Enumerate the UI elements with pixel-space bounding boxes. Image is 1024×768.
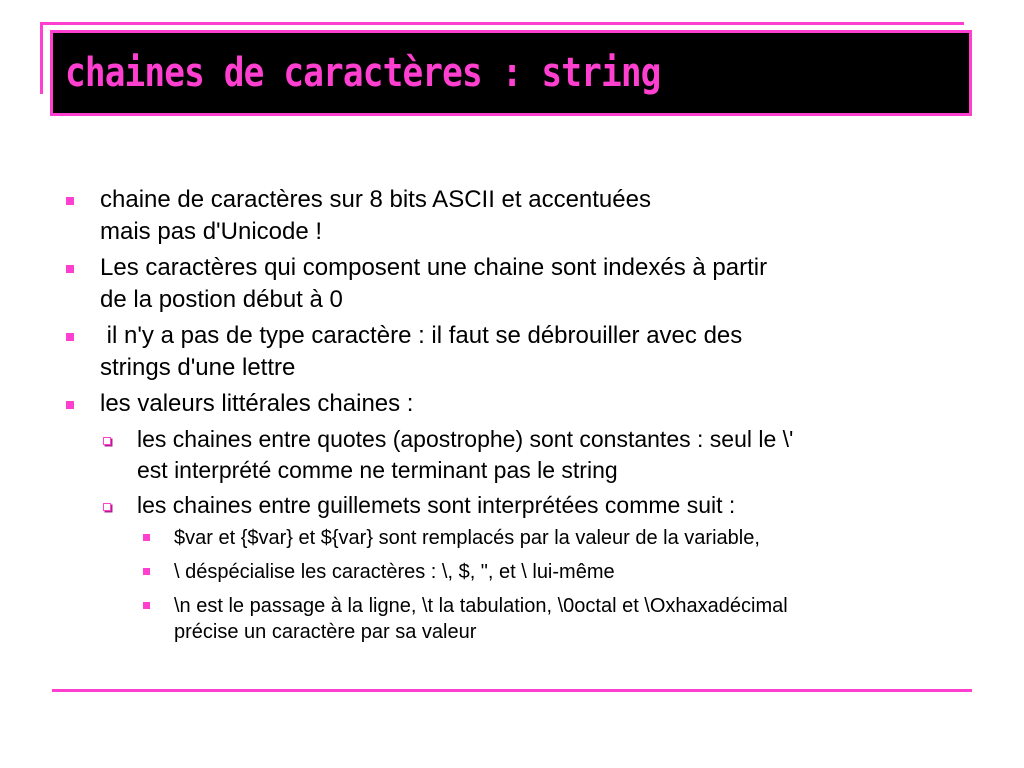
- bullet-text-line: Les caractères qui composent une chaine sont indexés à partir: [100, 254, 768, 281]
- bullet-text-line: les chaines entre quotes (apostrophe) sont constantes : seul le \': [137, 426, 794, 452]
- bullet-item: [60, 252, 970, 316]
- bullet-item: [60, 388, 970, 420]
- bullet-text-line: chaine de caractères sur 8 bits ASCII et accentuées: [100, 186, 651, 213]
- frame-line-left: [40, 22, 43, 94]
- frame-line-top: [40, 22, 964, 25]
- sub-sub-bullet-item: [60, 559, 970, 585]
- slide-title: chaines de caractères : string: [65, 50, 661, 96]
- bullet-text-line: les valeurs littérales chaines :: [100, 390, 414, 417]
- bullet-text-line: il n'y a pas de type caractère : il faut se débrouiller avec des: [100, 322, 743, 349]
- hollow-square-bullet-icon: [103, 437, 111, 445]
- sub-sub-bullet-item: [60, 525, 970, 551]
- bottom-divider: [52, 689, 972, 692]
- bullet-text-line: \ déspécialise les caractères : \, $, ", et \ lui-même: [174, 561, 615, 583]
- hollow-square-bullet-icon: [103, 503, 111, 511]
- bullet-text-line: précise un caractère par sa valeur: [174, 621, 477, 643]
- bullet-list: [60, 184, 970, 653]
- bullet-text-line: est interprété comme ne terminant pas le string: [137, 457, 618, 483]
- square-bullet-icon: [66, 401, 74, 409]
- square-bullet-icon: [143, 534, 150, 541]
- sub-bullet-item: [60, 424, 970, 486]
- bullet-text-line: strings d'une lettre: [100, 354, 296, 381]
- sub-bullet-item: [60, 490, 970, 521]
- title-box: [50, 30, 972, 116]
- bullet-text-line: les chaines entre guillemets sont interprétées comme suit :: [137, 492, 736, 518]
- bullet-text-line: $var et {$var} et ${var} sont remplacés par la valeur de la variable,: [174, 527, 760, 549]
- bullet-text-line: de la postion début à 0: [100, 286, 343, 313]
- sub-sub-bullet-item: [60, 593, 970, 645]
- square-bullet-icon: [66, 197, 74, 205]
- bullet-text-line: \n est le passage à la ligne, \t la tabulation, \0octal et \Oxhaxadécimal: [174, 595, 788, 617]
- bullet-item: [60, 184, 970, 248]
- bullet-item: [60, 320, 970, 384]
- bullet-text-line: mais pas d'Unicode !: [100, 218, 323, 245]
- square-bullet-icon: [66, 333, 74, 341]
- square-bullet-icon: [143, 602, 150, 609]
- square-bullet-icon: [66, 265, 74, 273]
- square-bullet-icon: [143, 568, 150, 575]
